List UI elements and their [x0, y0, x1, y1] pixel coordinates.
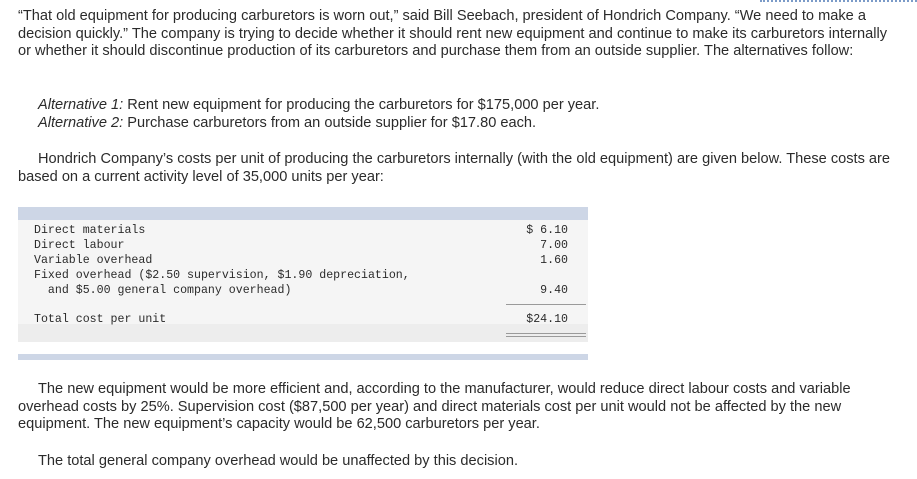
alternative-2-label: Alternative 2: [38, 114, 124, 131]
total-double-rule-1 [506, 333, 586, 334]
total-double-rule-2 [506, 336, 586, 337]
table-body [18, 220, 588, 338]
alternative-1-text: Rent new equipment for producing the carburetors for $175,000 per year. [123, 97, 600, 113]
alternatives-list [38, 97, 917, 132]
row-direct-materials-label: Direct materials [34, 224, 146, 237]
overhead-note-paragraph: The total general company overhead would be unaffected by this decision. [38, 453, 519, 469]
alternative-2-text: Purchase carburetors from an outside supplier for $17.80 each. [123, 114, 537, 131]
row-direct-materials-value: $ 6.10 [526, 224, 568, 237]
costs-intro-paragraph: Hondrich Company’s costs per unit of producing the carburetors internally (with the old equipment) are given below. These costs are based on a current activity level of 35,000 units per year: [18, 151, 891, 185]
subtotal-rule [506, 304, 586, 305]
row-variable-overhead-label: Variable overhead [34, 254, 153, 267]
alternative-2 [38, 115, 917, 133]
row-direct-labour-label: Direct labour [34, 239, 125, 252]
row-direct-labour-value: 7.00 [540, 239, 568, 252]
total-label: Total cost per unit [34, 313, 167, 326]
intro-paragraph: “That old equipment for producing carburetors is worn out,” said Bill Seebach, president of Hondrich Company. “We need to make a decision quickly.” The company is trying to decide whether it should rent new equipment and continue to make its carburetors internally or whether it should discontinue production of its carburetors and purchase them from an outside supplier. The alternatives follow: [18, 8, 888, 60]
new-equipment-paragraph: The new equipment would be more efficient and, according to the manufacturer, would reduce direct labour costs and variable overhead costs by 25%. Supervision cost ($87,500 per year) and direct materials cost per unit would not be affected by the new equipment. The new equipment’s capacity would be 62,500 carburetors per year. [18, 381, 851, 433]
alternative-1-label: Alternative 1: [38, 97, 124, 113]
row-fixed-overhead-label: Fixed overhead ($2.50 supervision, $1.90 depreciation, [34, 269, 410, 282]
row-fixed-overhead-label-cont: and $5.00 general company overhead) [34, 284, 292, 297]
row-variable-overhead-value: 1.60 [540, 254, 568, 267]
row-fixed-overhead-value: 9.40 [540, 284, 568, 297]
alternative-1 [38, 97, 917, 115]
top-dotted-rule [760, 0, 917, 2]
table-header-bar [18, 207, 588, 220]
table-footer-bar [18, 354, 588, 360]
cost-table [18, 207, 588, 361]
total-value: $24.10 [526, 313, 568, 326]
